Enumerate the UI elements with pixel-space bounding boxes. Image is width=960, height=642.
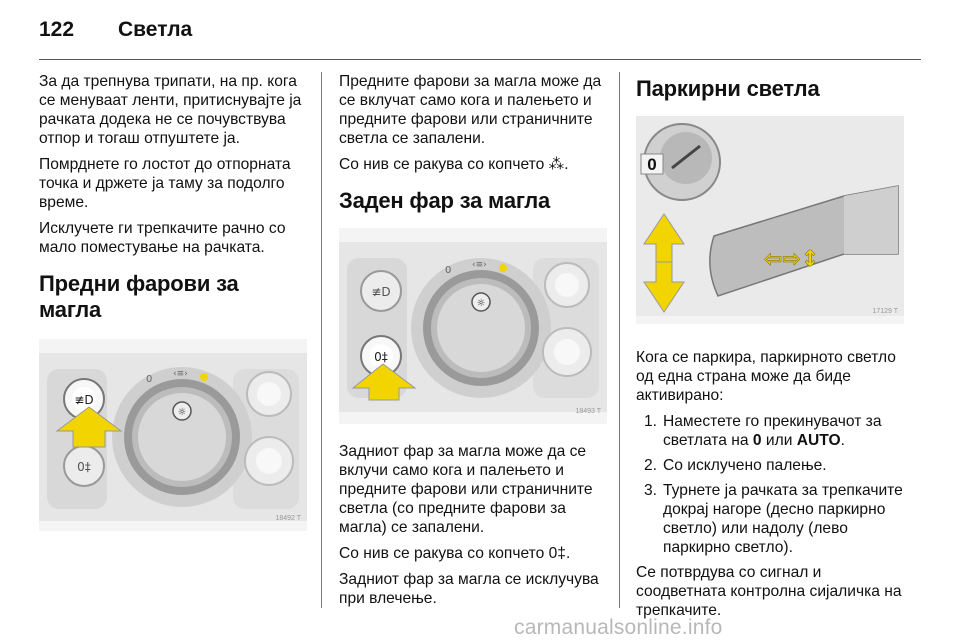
front-fog-switch-figure bbox=[39, 339, 307, 531]
turn-signal-stalk-illustration bbox=[636, 116, 904, 324]
paragraph: Помрднете го лостот до отпорната точка и држете ја таму за подолго време. bbox=[39, 156, 291, 211]
section-heading-front-fog: Предни фарови за магла bbox=[39, 271, 239, 322]
step-number: 1. bbox=[643, 413, 657, 430]
column-1 bbox=[39, 72, 304, 531]
svg-text:0: 0 bbox=[445, 265, 452, 276]
column-divider-1 bbox=[321, 72, 322, 608]
steps-list bbox=[636, 412, 906, 557]
column-divider-2 bbox=[619, 72, 620, 608]
svg-text:☼: ☼ bbox=[177, 407, 187, 418]
paragraph: Со нив се ракува со копчето ⁂. bbox=[339, 156, 569, 173]
paragraph: Исклучете ги трепкачите рачно со мало поместување на рачката. bbox=[39, 220, 286, 256]
paragraph: Задниот фар за магла може да се вклучи само кога и палењето и предните фарови или страничните светла (со предните фарови за магла) се запалени. bbox=[339, 443, 593, 536]
column-3 bbox=[636, 72, 906, 627]
list-item bbox=[636, 412, 906, 450]
svg-text:0‡: 0‡ bbox=[77, 460, 91, 474]
step-text: Со исклучено палење. bbox=[663, 457, 827, 474]
svg-text:☼: ☼ bbox=[476, 298, 486, 309]
step-text: Турнете ја рачката за трепкачите докрај нагоре (десно паркирно светло) или надолу (лево паркирно светло). bbox=[663, 482, 903, 556]
switch-position-label: 0 bbox=[647, 155, 657, 174]
figure-code: 18493 T bbox=[575, 408, 601, 415]
list-item bbox=[636, 481, 906, 557]
figure-code: 17129 T bbox=[872, 308, 898, 315]
svg-text:≢D: ≢D bbox=[74, 393, 94, 407]
svg-text:⇦⇨↕: ⇦⇨↕ bbox=[764, 247, 820, 272]
watermark: carmanualsonline.info bbox=[514, 616, 723, 639]
turn-signal-stalk-figure bbox=[636, 116, 904, 324]
header-divider bbox=[39, 59, 921, 60]
rear-fog-switch-figure bbox=[339, 228, 607, 424]
paragraph: Со нив се ракува со копчето 0‡. bbox=[339, 545, 571, 562]
column-2 bbox=[339, 72, 607, 615]
svg-text:0: 0 bbox=[146, 374, 153, 385]
paragraph: Задниот фар за магла се исклучува при влечење. bbox=[339, 571, 599, 607]
light-switch-panel-illustration bbox=[339, 228, 607, 424]
list-item bbox=[636, 456, 906, 475]
svg-text:0‡: 0‡ bbox=[374, 350, 388, 364]
page-number: 122 bbox=[39, 18, 75, 41]
paragraph: За да трепнува трипати, на пр. кога се менуваат ленти, притиснувајте ја рачката додека не се почувствува отпор и тогаш отпуштете ја. bbox=[39, 73, 302, 147]
paragraph: Предните фарови за магла може да се вклучат само кога и палењето и предните фарови или страничните светла се запалени. bbox=[339, 73, 602, 147]
step-number: 3. bbox=[643, 482, 657, 499]
figure-code: 18492 T bbox=[275, 515, 301, 522]
svg-text:≢D: ≢D bbox=[371, 285, 391, 299]
section-heading-parking-lights: Паркирни светла bbox=[636, 76, 820, 101]
svg-text:‹≡›: ‹≡› bbox=[173, 369, 188, 379]
page-title: Светла bbox=[118, 18, 193, 41]
svg-text:‹≡›: ‹≡› bbox=[472, 260, 487, 270]
light-switch-panel-illustration bbox=[39, 339, 307, 531]
paragraph: Кога се паркира, паркирното светло од една страна може да биде активирано: bbox=[636, 349, 896, 404]
paragraph: Се потврдува со сигнал и соодветната контролна сијаличка на трепкачите. bbox=[636, 564, 902, 619]
section-heading-rear-fog: Заден фар за магла bbox=[339, 188, 551, 213]
step-number: 2. bbox=[643, 457, 657, 474]
step-text: Наместете го прекинувачот за светлата на 0 или AUTO. bbox=[663, 413, 882, 449]
